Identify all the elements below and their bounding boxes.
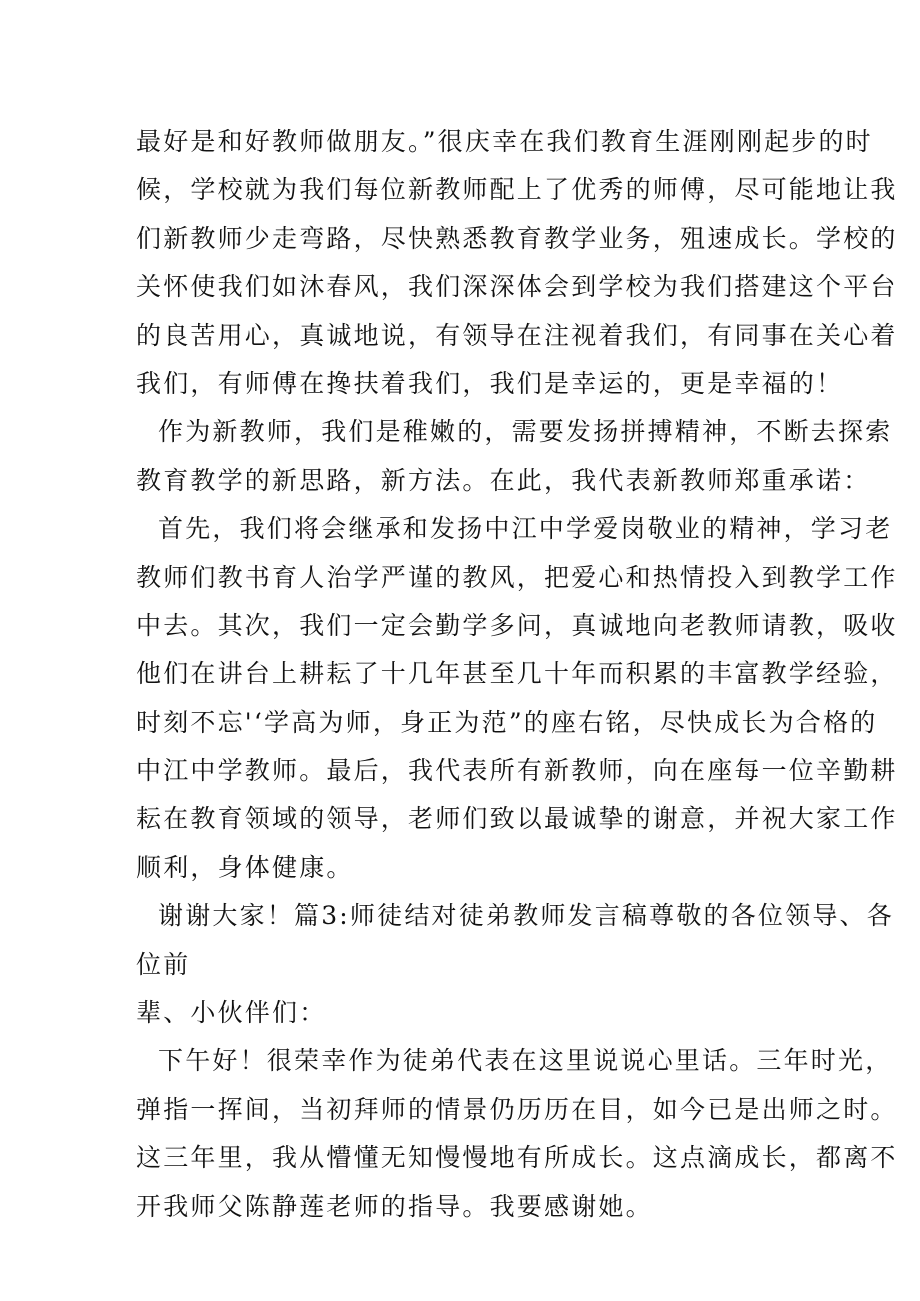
text-line: 谢谢大家！篇3:师徒结对徒弟教师发言稿尊敬的各位领导、各 xyxy=(158,901,894,931)
text-line: 教育教学的新思路，新方法。在此，我代表新教师郑重承诺： xyxy=(136,465,871,495)
text-line: 中去。其次，我们一定会勤学多问，真诚地向老教师请教，吸收 xyxy=(136,610,898,640)
text-line: 他们在讲台上耕耘了十几年甚至几十年而积累的丰富教学经验， xyxy=(136,659,898,689)
text-line: 弹指一挥间，当初拜师的情景仍历历在目，如今已是出师之时。 xyxy=(136,1094,898,1124)
text-line: 辈、小伙伴们： xyxy=(136,998,327,1028)
text-line: 教师们教书育人治学严谨的教风，把爱心和热情投入到教学工作 xyxy=(136,562,898,592)
text-line: 最好是和好教师做朋友。”很庆幸在我们教育生涯刚刚起步的时 xyxy=(136,127,873,156)
text-line: 开我师父陈静莲老师的指导。我要感谢她。 xyxy=(136,1191,653,1221)
text-line: 顺利，身体健康。 xyxy=(136,852,354,882)
text-line: 首先，我们将会继承和发扬中江中学爱岗敬业的精神，学习老 xyxy=(158,514,893,544)
document-body xyxy=(136,118,898,1231)
text-line: 们新教师少走弯路，尽快熟悉教育教学业务，殂速成长。学校的 xyxy=(136,223,898,253)
text-line: 耘在教育领域的领导，老师们致以最诚挚的谢意，并祝大家工作 xyxy=(136,804,898,834)
text-line: 时刻不忘'‘学高为师，身正为范”的座右铭，尽快成长为合格的 xyxy=(136,707,878,737)
text-line: 的良苦用心，真诚地说，有领导在注视着我们，有同事在关心着 xyxy=(136,320,898,350)
text-line: 我们，有师傅在搀扶着我们，我们是幸运的，更是幸福的！ xyxy=(136,368,844,398)
text-line: 下午好！很荣幸作为徒弟代表在这里说说心里话。三年时光， xyxy=(158,1046,893,1076)
text-line: 这三年里，我从懵懂无知慢慢地有所成长。这点滴成长，都离不 xyxy=(136,1143,898,1173)
text-line: 位前 xyxy=(136,949,191,979)
text-line: 中江中学教师。最后，我代表所有新教师，向在座每一位辛勤耕 xyxy=(136,756,898,786)
text-line: 候，学校就为我们每位新教师配上了优秀的师傅，尽可能地让我 xyxy=(136,175,898,205)
text-line: 作为新教师，我们是稚嫩的，需要发扬拼搏精神，不断去探索 xyxy=(158,417,893,447)
text-line: 关怀使我们如沐春风，我们深深体会到学校为我们搭建这个平台 xyxy=(136,272,898,302)
